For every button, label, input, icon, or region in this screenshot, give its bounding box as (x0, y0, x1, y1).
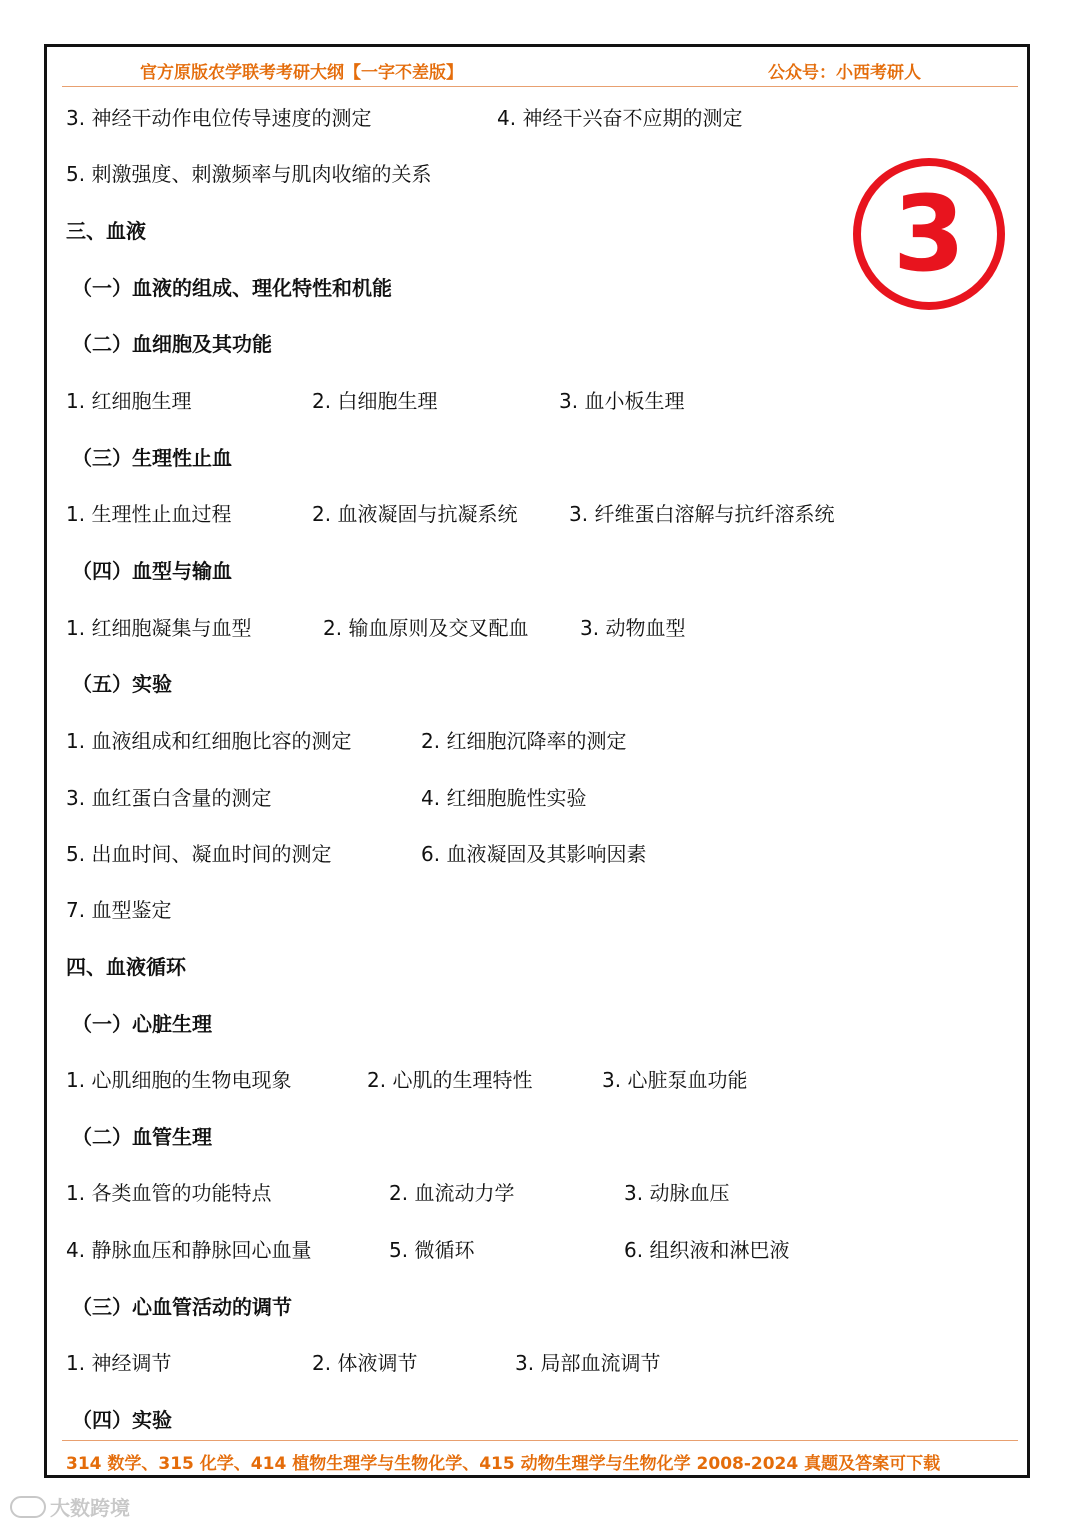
outline-item: 3. 纤维蛋白溶解与抗纤溶系统 (569, 502, 835, 526)
outline-item: 6. 血液凝固及其影响因素 (421, 842, 647, 866)
outline-item: 3. 心脏泵血功能 (602, 1068, 748, 1092)
outline-item: 4. 红细胞脆性实验 (421, 786, 587, 810)
outline-item: 1. 各类血管的功能特点 (66, 1181, 272, 1205)
page-number-badge: 3 (853, 158, 1005, 310)
header-title: 官方原版农学联考考研大纲【一字不差版】 (140, 63, 463, 83)
outline-item: 7. 血型鉴定 (66, 898, 172, 922)
subsection-heading: （四）血型与输血 (72, 559, 232, 583)
subsection-heading: （四）实验 (72, 1408, 172, 1432)
subsection-heading: （一）血液的组成、理化特性和机能 (72, 276, 392, 300)
section-heading: 四、血液循环 (66, 955, 186, 979)
outline-item: 3. 血小板生理 (559, 389, 685, 413)
outline-item: 1. 红细胞凝集与血型 (66, 616, 252, 640)
outline-item: 2. 血流动力学 (389, 1181, 515, 1205)
outline-item: 1. 神经调节 (66, 1351, 172, 1375)
outline-item: 1. 血液组成和红细胞比容的测定 (66, 729, 352, 753)
outline-item: 2. 体液调节 (312, 1351, 418, 1375)
outline-item: 2. 血液凝固与抗凝系统 (312, 502, 518, 526)
subsection-heading: （二）血细胞及其功能 (72, 332, 272, 356)
watermark-logo-icon (10, 1496, 46, 1518)
outline-item: 1. 生理性止血过程 (66, 502, 232, 526)
subsection-heading: （三）生理性止血 (72, 446, 232, 470)
header-account: 公众号：小西考研人 (768, 63, 921, 83)
outline-item: 4. 神经干兴奋不应期的测定 (497, 106, 743, 130)
subsection-heading: （一）心脏生理 (72, 1012, 212, 1036)
outline-item: 2. 输血原则及交叉配血 (323, 616, 529, 640)
outline-item: 4. 静脉血压和静脉回心血量 (66, 1238, 312, 1262)
subsection-heading: （二）血管生理 (72, 1125, 212, 1149)
outline-item: 5. 出血时间、凝血时间的测定 (66, 842, 332, 866)
subsection-heading: （三）心血管活动的调节 (72, 1295, 292, 1319)
subsection-heading: （五）实验 (72, 672, 172, 696)
footer-divider (62, 1440, 1018, 1441)
outline-item: 1. 心肌细胞的生物电现象 (66, 1068, 292, 1092)
outline-item: 2. 心肌的生理特性 (367, 1068, 533, 1092)
outline-item: 3. 动脉血压 (624, 1181, 730, 1205)
outline-item: 3. 动物血型 (580, 616, 686, 640)
page-header (62, 56, 1018, 87)
outline-item: 3. 局部血流调节 (515, 1351, 661, 1375)
outline-item: 3. 神经干动作电位传导速度的测定 (66, 106, 372, 130)
outline-item: 6. 组织液和淋巴液 (624, 1238, 790, 1262)
outline-item: 5. 微循环 (389, 1238, 475, 1262)
section-heading: 三、血液 (66, 219, 146, 243)
page-footer: 314 数学、315 化学、414 植物生理学与生物化学、415 动物生理学与生物化学 2008-2024 真题及答案可下载 (66, 1454, 941, 1474)
outline-item: 5. 刺激强度、刺激频率与肌肉收缩的关系 (66, 162, 432, 186)
watermark (10, 1492, 130, 1521)
outline-item: 3. 血红蛋白含量的测定 (66, 786, 272, 810)
outline-item: 2. 白细胞生理 (312, 389, 438, 413)
outline-item: 2. 红细胞沉降率的测定 (421, 729, 627, 753)
outline-item: 1. 红细胞生理 (66, 389, 192, 413)
watermark-text: 大数跨境 (50, 1496, 130, 1520)
